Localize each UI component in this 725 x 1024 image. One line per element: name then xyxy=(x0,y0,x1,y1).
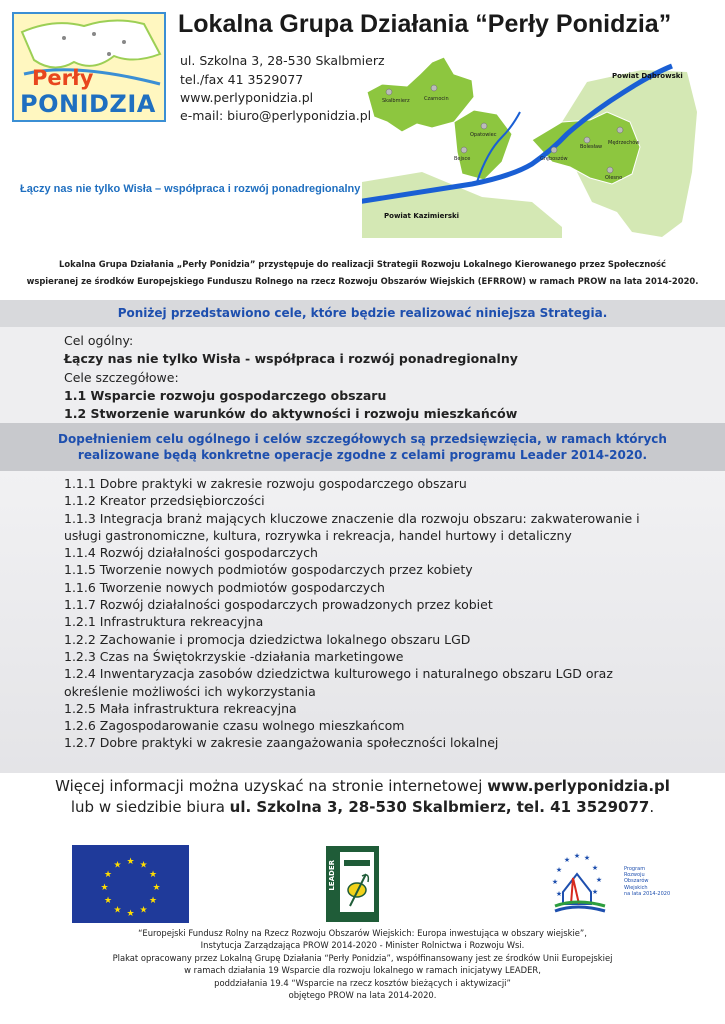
svg-text:★: ★ xyxy=(113,860,122,871)
measures-heading-line: realizowane będą konkretne operacje zgodne z celami programu Leader 2014-2020. xyxy=(77,448,648,462)
intro-line: wspieranej ze środków Europejskiego Funduszu Rolnego na rzecz Rozwoju Obszarów Wiejskich (EFRROW) w ramach PROW na lata 2014-2020. xyxy=(26,276,699,286)
page-title: Lokalna Grupa Działania “Perły Ponidzia” xyxy=(178,10,672,38)
eu-stars-icon xyxy=(72,845,189,923)
place-label: Skalbmierz xyxy=(382,98,410,104)
svg-text:★: ★ xyxy=(148,870,158,880)
svg-text:★: ★ xyxy=(591,864,599,872)
gmina-bejsce-opatowiec xyxy=(454,110,512,180)
footer-line: w ramach działania 19 Wsparcie dla rozwoju lokalnego w ramach inicjatywy LEADER, xyxy=(184,965,541,976)
place-label: Olesno xyxy=(605,175,623,181)
more-info-text: Więcej informacji można uzyskać na stronie internetowej xyxy=(55,777,488,795)
svg-text:★: ★ xyxy=(126,857,135,867)
svg-text:★: ★ xyxy=(563,856,571,864)
svg-text:★: ★ xyxy=(100,883,109,893)
list-item: 1.1.4 Rozwój działalności gospodarczych xyxy=(64,545,318,561)
intro-line: Lokalna Grupa Działania „Perły Ponidzia” przystępuje do realizacji Strategii Rozwoju Lokalnego Kierowanego przez Społeczność xyxy=(59,259,666,269)
svg-text:★: ★ xyxy=(583,854,591,862)
logo-word-perly: Perły xyxy=(32,66,94,90)
address-text: ul. Szkolna 3, 28-530 Skalbmierz xyxy=(180,53,385,68)
region-label-dabrowski: Powiat Dąbrowski xyxy=(612,72,683,80)
more-info xyxy=(0,776,725,818)
specific-goal-1: 1.1 Wsparcie rozwoju gospodarczego obszaru xyxy=(64,388,387,403)
general-goal: Łączy nas nie tylko Wisła - współpraca i rozwój ponadregionalny xyxy=(64,351,518,366)
svg-text:★: ★ xyxy=(573,852,581,860)
list-item: 1.1.3 Integracja branż mających kluczowe znaczenie dla rozwoju obszaru: zakwaterowanie i usługi gastronomiczne, kultura, rozrywka i rekreacja, handel hurtowy i detaliczny xyxy=(64,510,640,543)
footer-line: “Europejski Fundusz Rolny na Rzecz Rozwoju Obszarów Wiejskich: Europa inwestująca w obszary wiejskie”, xyxy=(138,928,587,938)
svg-text:★: ★ xyxy=(103,896,113,906)
place-label: Bolesław xyxy=(580,144,603,150)
leader-word: LEADER xyxy=(328,860,336,891)
outer-region-kazimierski xyxy=(362,172,562,238)
place-label: Czarnocin xyxy=(424,96,449,102)
place-label: Gręboszów xyxy=(540,156,568,162)
footer-line: Plakat opracowany przez Lokalną Grupę Działania “Perły Ponidzia”, współfinansowany jest ze środków Unii Europejskiej xyxy=(112,952,613,963)
more-info-period: . xyxy=(649,798,655,816)
svg-text:★: ★ xyxy=(595,876,603,884)
prow-line: na lata 2014-2020 xyxy=(624,890,671,897)
specific-goals-label: Cele szczegółowe: xyxy=(64,370,179,385)
prow-line: Rozwoju xyxy=(624,872,645,879)
leader-logo xyxy=(326,846,379,922)
prow-line: Program xyxy=(624,866,646,872)
prow-line: Wiejskich xyxy=(624,884,648,891)
list-item: 1.2.5 Mała infrastruktura rekreacyjna xyxy=(64,700,297,716)
footer xyxy=(0,927,725,1001)
svg-text:★: ★ xyxy=(551,878,559,886)
svg-text:★: ★ xyxy=(555,866,563,874)
list-item: 1.2.4 Inwentaryzacja zasobów dziedzictwa kulturowego i naturalnego obszaru LGD oraz określenie możliwości ich wykorzystania xyxy=(64,666,613,699)
eu-flag-logo xyxy=(72,845,189,923)
measures-list xyxy=(64,475,664,752)
svg-text:★: ★ xyxy=(113,905,122,916)
prow-line: Obszarów xyxy=(624,878,649,885)
list-item: 1.1.1 Dobre praktyki w zakresie rozwoju gospodarczego obszaru xyxy=(64,476,467,491)
more-info-website-link[interactable]: www.perlyponidzia.pl xyxy=(487,777,670,795)
website-link[interactable]: www.perlyponidzia.pl xyxy=(180,90,314,105)
svg-text:★: ★ xyxy=(126,909,135,919)
specific-goal-2: 1.2 Stworzenie warunków do aktywności i rozwoju mieszkańców xyxy=(64,406,518,421)
footer-line: poddziałania 19.4 “Wsparcie na rzecz kosztów bieżących i aktywizacji” xyxy=(214,977,511,988)
more-info-text: lub w siedzibie biura xyxy=(70,798,230,816)
svg-text:★: ★ xyxy=(555,890,563,898)
region-map xyxy=(362,52,718,238)
svg-text:★: ★ xyxy=(103,870,113,880)
general-goal-label: Cel ogólny: xyxy=(64,333,134,348)
list-item: 1.1.6 Tworzenie nowych podmiotów gospodarczych xyxy=(64,579,385,595)
email-link[interactable]: e-mail: biuro@perlyponidzia.pl xyxy=(180,108,372,123)
goals-heading-band xyxy=(0,300,725,327)
lgd-logo xyxy=(12,12,166,122)
measures-heading-band xyxy=(0,423,725,471)
svg-text:★: ★ xyxy=(152,883,161,893)
measures-heading xyxy=(0,431,725,463)
measures-heading-line: Dopełnieniem celu ogólnego i celów szczegółowych są przedsięwzięcia, w ramach których xyxy=(58,432,667,446)
list-item: 1.2.6 Zagospodarowanie czasu wolnego mieszkańcom xyxy=(64,718,405,734)
svg-text:★: ★ xyxy=(148,896,158,906)
logo-word-ponidzia: PONIDZIA xyxy=(20,90,156,118)
list-item: 1.2.1 Infrastruktura rekreacyjna xyxy=(64,614,264,630)
more-info-address: ul. Szkolna 3, 28-530 Skalbmierz, tel. 41 3529077 xyxy=(229,798,650,816)
region-label-kazimierski: Powiat Kazimierski xyxy=(384,212,460,220)
list-item: 1.1.2 Kreator przedsiębiorczości xyxy=(64,493,265,509)
list-item: 1.1.7 Rozwój działalności gospodarczych prowadzonych przez kobiet xyxy=(64,597,493,613)
intro-text xyxy=(0,256,725,290)
prow-logo-text xyxy=(624,866,670,897)
goals-heading: Poniżej przedstawiono cele, które będzie realizować niniejsza Strategia. xyxy=(117,306,608,320)
place-label: Bejsce xyxy=(454,156,471,162)
svg-text:★: ★ xyxy=(591,888,599,896)
svg-text:★: ★ xyxy=(139,860,148,871)
svg-text:★: ★ xyxy=(139,905,148,916)
place-label: Mędrzechów xyxy=(608,140,640,146)
footer-line: objętego PROW na lata 2014-2020. xyxy=(288,990,437,1001)
slogan: Łączy nas nie tylko Wisła – współpraca i rozwój ponadregionalny xyxy=(20,183,361,195)
list-item: 1.1.5 Tworzenie nowych podmiotów gospodarczych przez kobiety xyxy=(64,562,473,578)
phone-text: tel./fax 41 3529077 xyxy=(180,72,304,87)
list-item: 1.2.7 Dobre praktyki w zakresie zaangażowania społeczności lokalnej xyxy=(64,735,499,751)
list-item: 1.2.2 Zachowanie i promocja dziedzictwa lokalnego obszaru LGD xyxy=(64,631,471,647)
list-item: 1.2.3 Czas na Świętokrzyskie -działania marketingowe xyxy=(64,648,404,664)
place-label: Opatowiec xyxy=(470,132,497,138)
footer-line: Instytucja Zarządzająca PROW 2014-2020 - Minister Rolnictwa i Rozwoju Wsi. xyxy=(200,940,525,951)
